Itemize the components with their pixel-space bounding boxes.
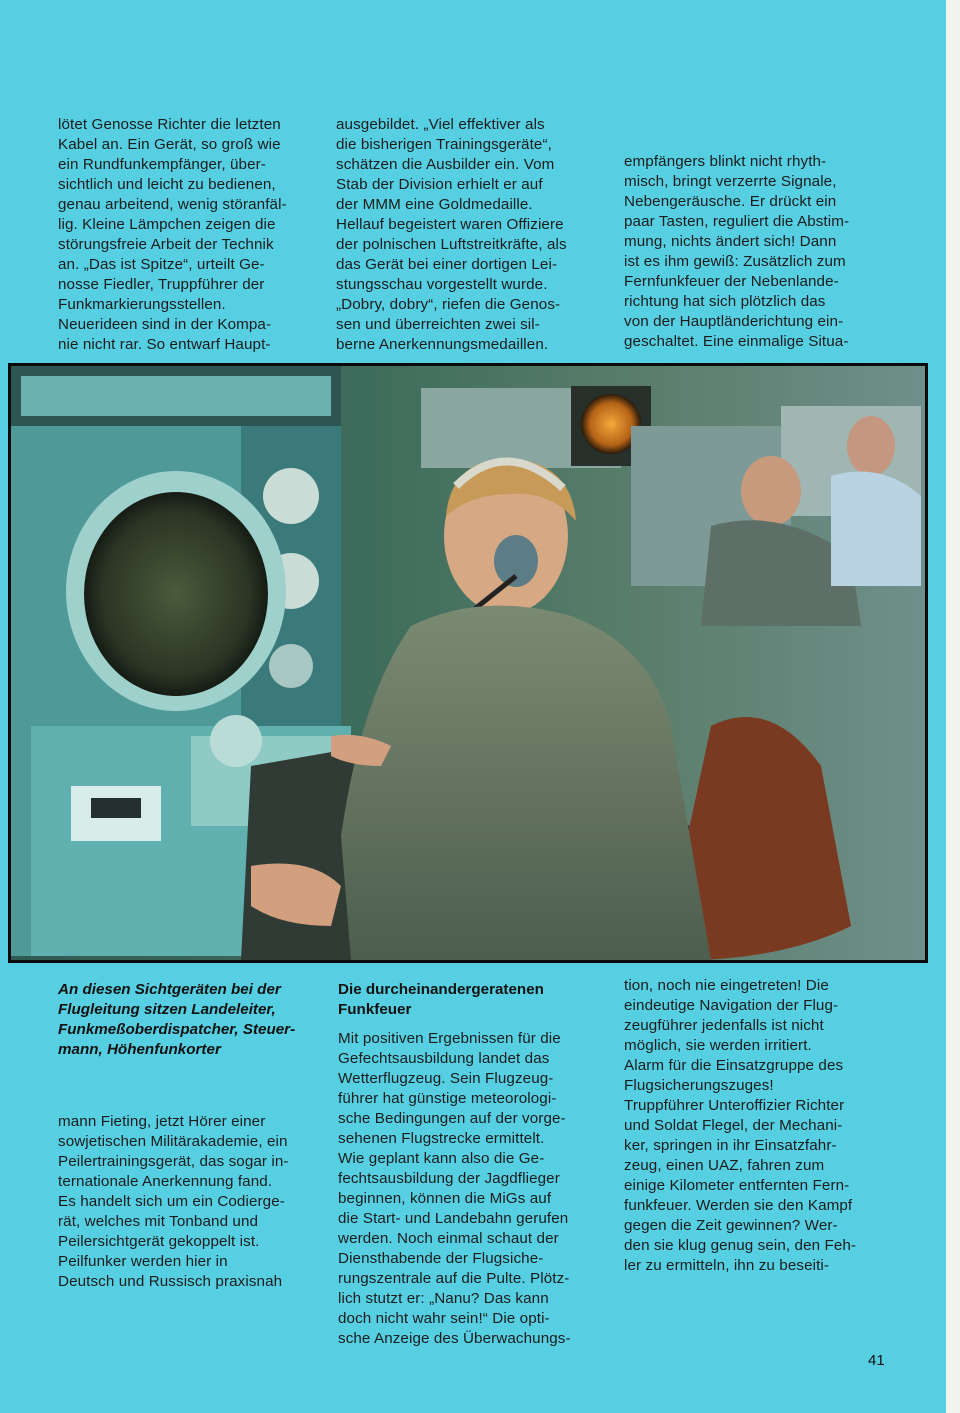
photo-illustration bbox=[11, 366, 925, 960]
column-2-bottom-text: Mit positiven Ergebnissen für die Gefechtsausbildung landet das Wetterflugzeug. Sein Flugzeug- führer hat günstige meteorologi- sche Bedingungen auf der vorge- sehenen Flugstrecke ermittelt. Wie geplant kann also die Ge- fechtsausbildung der Jagdflieger beginnen, können die MiGs auf die Start- und Landebahn gerufen werden. Noch einmal schaut der Diensthabende der Flugsiche- rungszentrale auf die Pulte. Plötz- lich stutzt er: „Nanu? Das kann doch nicht wahr sein!“ Die opti- sche Anzeige des Überwachungs- bbox=[338, 1030, 571, 1347]
control-room-photo bbox=[8, 363, 928, 963]
photo-caption: An diesen Sichtgeräten bei der Flugleitung sitzen Landeleiter, Funkmeßoberdispatcher, Steuer- mann, Höhenfunkorter bbox=[58, 981, 296, 1058]
column-3-top-text: empfängers blinkt nicht rhyth- misch, bringt verzerrte Signale, Nebengeräusche. Er drückt ein paar Tasten, reguliert die Abstim- mung, nichts ändert sich! Dann ist es ihm gewiß: Zusätzlich zum Fernfunkfeuer der Nebenlande- richtung hat sich plötzlich das von der Hauptländerichtung ein- geschaltet. Eine einmalige Situa- bbox=[624, 153, 850, 350]
column-2-top-text: ausgebildet. „Viel effektiver als die bisherigen Trainingsgeräte“, schätzen die Ausbilder ein. Vom Stab der Division erhielt er auf der MMM eine Goldmedaille. Hellauf begeistert waren Offiziere der polnischen Luftstreitkräfte, als das Gerät bei einer dortigen Lei- stungsschau vorgestellt wurde. „Dobry, dobry“, riefen die Genos- sen und überreichten zwei sil- berne Anerkennungsmedaillen. bbox=[336, 116, 567, 353]
section-subheading: Die durcheinandergeratenen Funkfeuer bbox=[338, 981, 544, 1018]
column-1-top-text: lötet Genosse Richter die letzten Kabel an. Ein Gerät, so groß wie ein Rundfunkempfänger, über- sichtlich und leicht zu bedienen, genau arbeitend, wenig störanfäl- lig. Kleine Lämpchen zeigen die störungsfreie Arbeit der Technik an. „Das ist Spitze“, urteilt Ge- nosse Fiedler, Truppführer der Funkmarkierungsstellen. Neuerideen sind in der Kompa- nie nicht rar. So entwarf Haupt- bbox=[58, 116, 287, 353]
page-edge bbox=[946, 0, 960, 1413]
page-number: 41 bbox=[868, 1352, 885, 1369]
column-1-bottom-text: mann Fieting, jetzt Hörer einer sowjetischen Militärakademie, ein Peilertrainingsgerät, das sogar in- ternationale Anerkennung fand. Es handelt sich um ein Codierge- rät, welches mit Tonband und Peilersichtgerät gekoppelt ist. Peilfunker werden hier in Deutsch und Russisch praxisnah bbox=[58, 1113, 289, 1290]
column-3-bottom-text: tion, noch nie eingetreten! Die eindeutige Navigation der Flug- zeugführer jedenfalls ist nicht möglich, sie werden irritiert. Alarm für die Einsatzgruppe des Flugsicherungszuges! Truppführer Unteroffizier Richter und Soldat Flegel, der Mechani- ker, springen in ihr Einsatzfahr- zeug, einen UAZ, fahren zum einige Kilometer entfernten Fern- funkfeuer. Werden sie den Kampf gegen die Zeit gewinnen? Wer- den sie klug genug sein, den Feh- ler zu ermitteln, ihn zu beseiti- bbox=[624, 977, 857, 1274]
